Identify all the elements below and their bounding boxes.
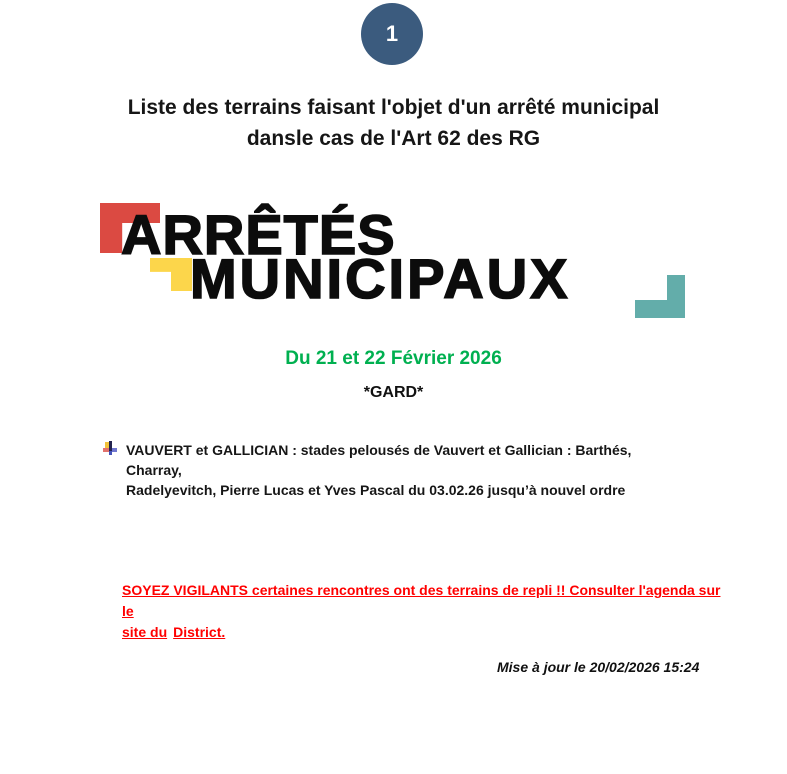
page-title-line1: Liste des terrains faisant l'objet d'un arrêté municipal [127,96,660,119]
logo-text-line1: ARRÊTÉS [121,203,396,266]
logo-teal-corner-bracket [635,275,685,318]
warning-line2-district: District. [173,624,226,640]
bullet-arm-bottom [109,451,112,455]
warning-line1: SOYEZ VIGILANTS certaines rencontres ont des terrains de repli !! Consulter l'agenda sur le [122,582,721,619]
page-title-line2: dansle cas de l'Art 62 des RG [246,127,541,150]
page-number: 1 [385,21,399,46]
arretes-municipaux-logo [95,197,705,329]
last-updated-note: Mise à jour le 20/02/2026 15:24 [497,659,700,675]
bullet-arm-right [112,448,117,452]
date-heading: Du 21 et 22 Février 2026 [285,348,502,369]
colored-plus-bullet-icon [103,441,117,457]
list-item [103,440,678,500]
list-item-text-line2: Radelyevitch, Pierre Lucas et Yves Pascal du 03.02.26 jusqu’à nouvel ordre [126,482,626,498]
logo-text-line2: MUNICIPAUX [190,247,571,310]
vigilance-warning [122,580,722,643]
page-number-badge [361,3,423,65]
warning-line2-site-du: site du [122,624,168,640]
region-heading: *GARD* [363,384,424,401]
list-item-text [126,440,678,500]
page-title [0,92,787,154]
list-item-text-line1: VAUVERT et GALLICIAN : stades pelousés de Vauvert et Gallician : Barthés, Charray, [126,442,632,478]
